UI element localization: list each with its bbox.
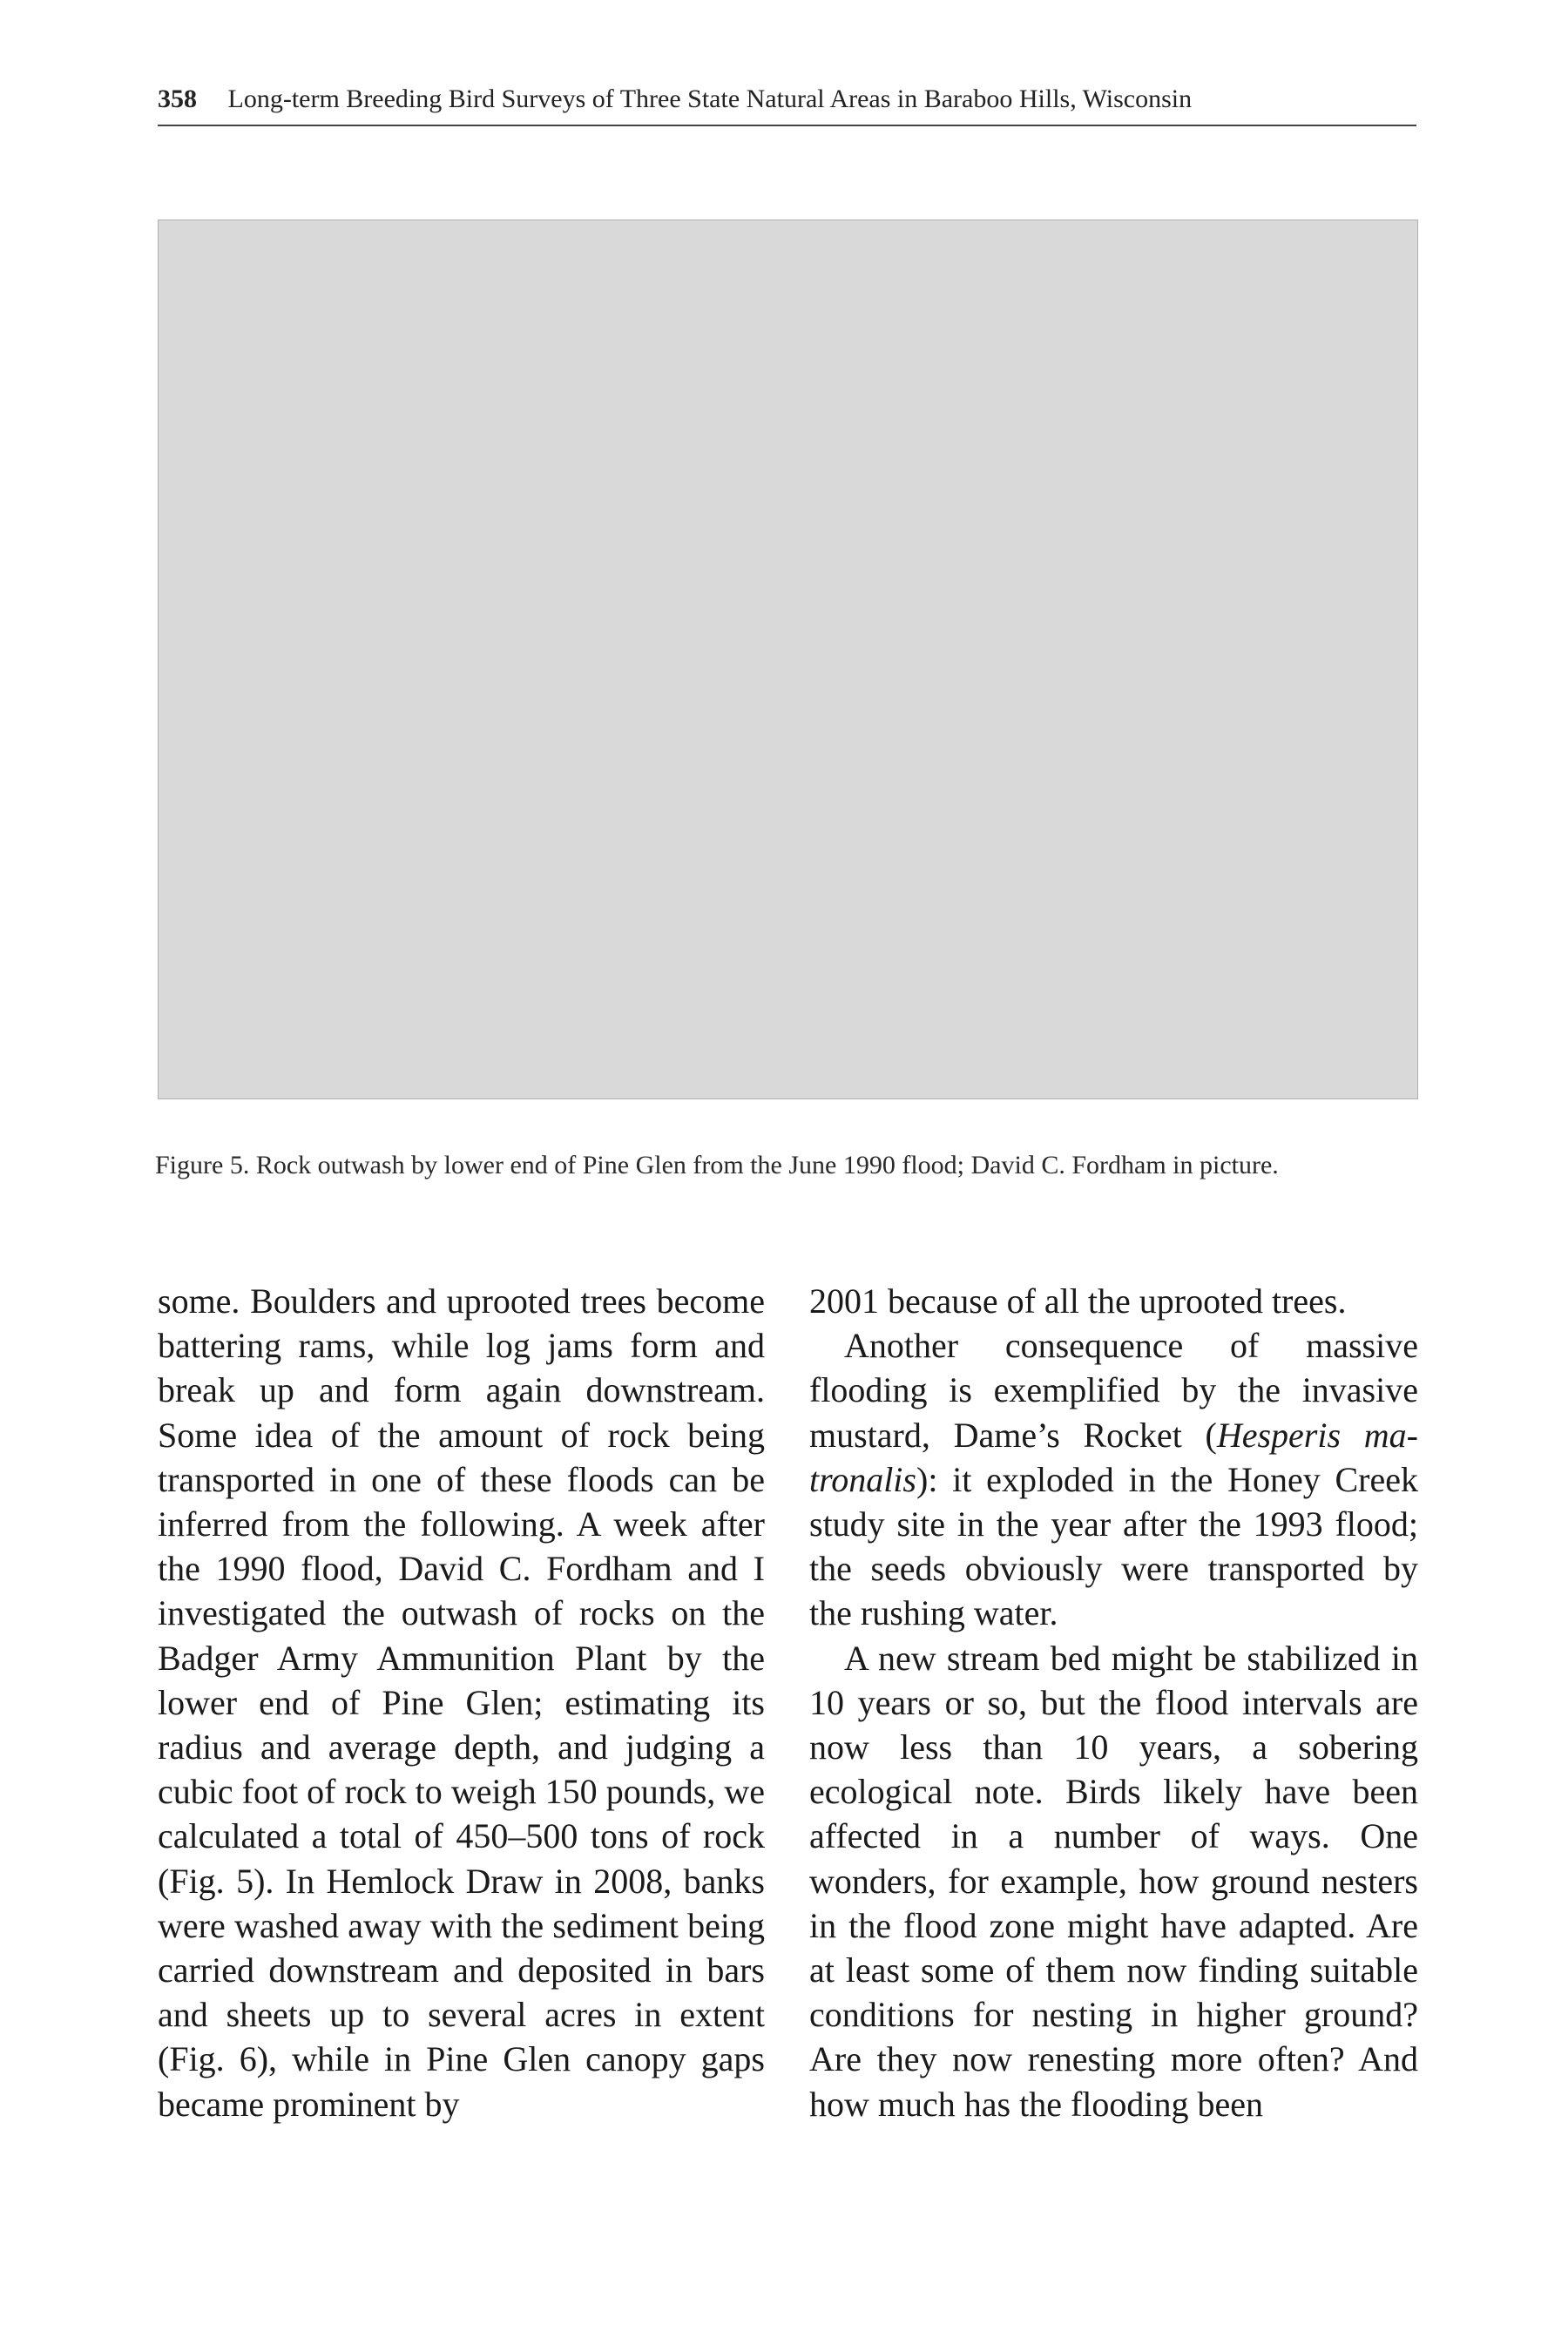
right-column bbox=[809, 1279, 1418, 2126]
paragraph-text: 2001 because of all the uprooted trees. bbox=[809, 1281, 1347, 1321]
paragraph bbox=[809, 1323, 1418, 1635]
paragraph-text: Another consequence of massive flooding is exemplified by the invasive mustard, Dame’s Rocket ( bbox=[809, 1326, 1418, 1455]
header-rule bbox=[158, 125, 1416, 126]
left-column bbox=[158, 1279, 765, 2126]
species-name: Hesperis matronalis bbox=[809, 1415, 1418, 1499]
figure-photo bbox=[158, 220, 1418, 1099]
paragraph-text: ): it exploded in the Honey Creek study site in the year after the 1993 flood; the seeds obviously were transported by the rushing water. bbox=[809, 1459, 1418, 1633]
page-number: 358 bbox=[158, 84, 197, 113]
paragraph-text: A new stream bed might be stabilized in 10 years or so, but the flood intervals are now less than 10 years, a sobering ecological note. Birds likely have been affected in a number of ways. One wonders, for example, how ground nesters in the flood zone might have adapted. Are at least some of them now finding suitable conditions for nesting in higher ground? Are they now renesting more often? And how much has the flooding been bbox=[809, 1638, 1418, 2124]
running-title: Long-term Breeding Bird Surveys of Three State Natural Areas in Baraboo Hills, Wisconsin bbox=[227, 84, 1193, 113]
paragraph: some. Boulders and uprooted trees become battering rams, while log jams form and break up and form again downstream. Some idea of the amount of rock being transported in one of these floods can be inferred from the following. A week after the 1990 flood, David C. Fordham and I investigated the outwash of rocks on the Badger Army Ammunition Plant by the lower end of Pine Glen; estimating its radius and average depth, and judging a cubic foot of rock to weigh 150 pounds, we calculated a total of 450–500 tons of rock (Fig. 5). In Hemlock Draw in 2008, banks were washed away with the sediment being carried downstream and deposited in bars and sheets up to several acres in extent (Fig. 6), while in Pine Glen canopy gaps became prominent by bbox=[158, 1281, 765, 2124]
running-header bbox=[158, 84, 1416, 115]
paragraph bbox=[809, 1636, 1418, 2126]
figure-caption: Figure 5. Rock outwash by lower end of Pine Glen from the June 1990 flood; David C. Fordham in picture. bbox=[155, 1151, 1279, 1179]
paragraph bbox=[809, 1279, 1418, 1323]
